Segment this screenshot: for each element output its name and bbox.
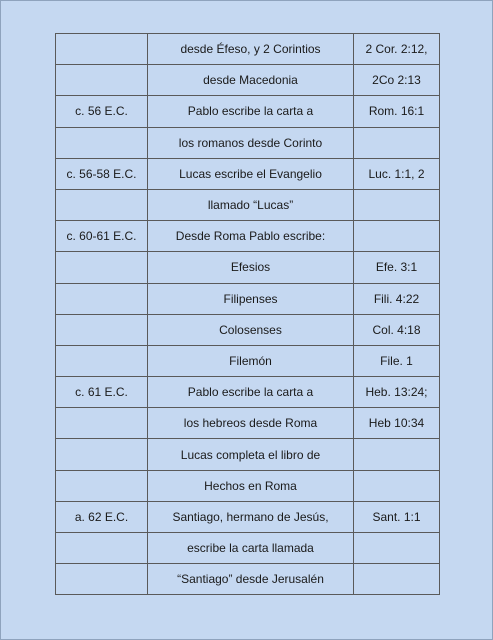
date-cell [56,564,148,595]
event-cell: desde Éfeso, y 2 Corintios [148,34,354,65]
date-cell [56,252,148,283]
reference-cell: Col. 4:18 [354,314,440,345]
reference-cell [354,470,440,501]
chronology-table-body [56,34,440,595]
table-row [56,501,440,532]
event-cell: Desde Roma Pablo escribe: [148,221,354,252]
table-row [56,283,440,314]
event-cell: Lucas escribe el Evangelio [148,158,354,189]
table-row [56,65,440,96]
date-cell [56,345,148,376]
reference-cell: Rom. 16:1 [354,96,440,127]
date-cell [56,533,148,564]
table-row [56,377,440,408]
event-cell: llamado “Lucas” [148,189,354,220]
date-cell [56,470,148,501]
date-cell [56,283,148,314]
table-row [56,96,440,127]
date-cell: c. 56-58 E.C. [56,158,148,189]
event-cell: Filemón [148,345,354,376]
event-cell: desde Macedonia [148,65,354,96]
reference-cell [354,127,440,158]
date-cell: a. 62 E.C. [56,501,148,532]
date-cell [56,127,148,158]
date-cell: c. 60-61 E.C. [56,221,148,252]
table-row [56,345,440,376]
reference-cell [354,439,440,470]
table-row [56,533,440,564]
reference-cell: 2 Cor. 2:12, [354,34,440,65]
event-cell: Pablo escribe la carta a [148,96,354,127]
table-row [56,158,440,189]
reference-cell: File. 1 [354,345,440,376]
reference-cell [354,533,440,564]
reference-cell: Fili. 4:22 [354,283,440,314]
table-row [56,127,440,158]
reference-cell [354,189,440,220]
table-row [56,439,440,470]
event-cell: Pablo escribe la carta a [148,377,354,408]
table-row [56,408,440,439]
reference-cell [354,564,440,595]
event-cell: Efesios [148,252,354,283]
date-cell [56,65,148,96]
event-cell: Lucas completa el libro de [148,439,354,470]
date-cell [56,34,148,65]
table-row [56,221,440,252]
table-row [56,189,440,220]
date-cell [56,408,148,439]
reference-cell: Luc. 1:1, 2 [354,158,440,189]
date-cell [56,439,148,470]
table-row [56,314,440,345]
event-cell: los hebreos desde Roma [148,408,354,439]
reference-cell: Heb 10:34 [354,408,440,439]
event-cell: “Santiago” desde Jerusalén [148,564,354,595]
table-row [56,34,440,65]
table-row [56,252,440,283]
event-cell: los romanos desde Corinto [148,127,354,158]
table-row [56,470,440,501]
event-cell: Santiago, hermano de Jesús, [148,501,354,532]
reference-cell [354,221,440,252]
date-cell: c. 61 E.C. [56,377,148,408]
event-cell: Hechos en Roma [148,470,354,501]
reference-cell: Heb. 13:24; [354,377,440,408]
chronology-table [55,33,440,595]
reference-cell: Sant. 1:1 [354,501,440,532]
event-cell: escribe la carta llamada [148,533,354,564]
date-cell [56,189,148,220]
event-cell: Colosenses [148,314,354,345]
reference-cell: 2Co 2:13 [354,65,440,96]
table-row [56,564,440,595]
event-cell: Filipenses [148,283,354,314]
reference-cell: Efe. 3:1 [354,252,440,283]
date-cell: c. 56 E.C. [56,96,148,127]
date-cell [56,314,148,345]
